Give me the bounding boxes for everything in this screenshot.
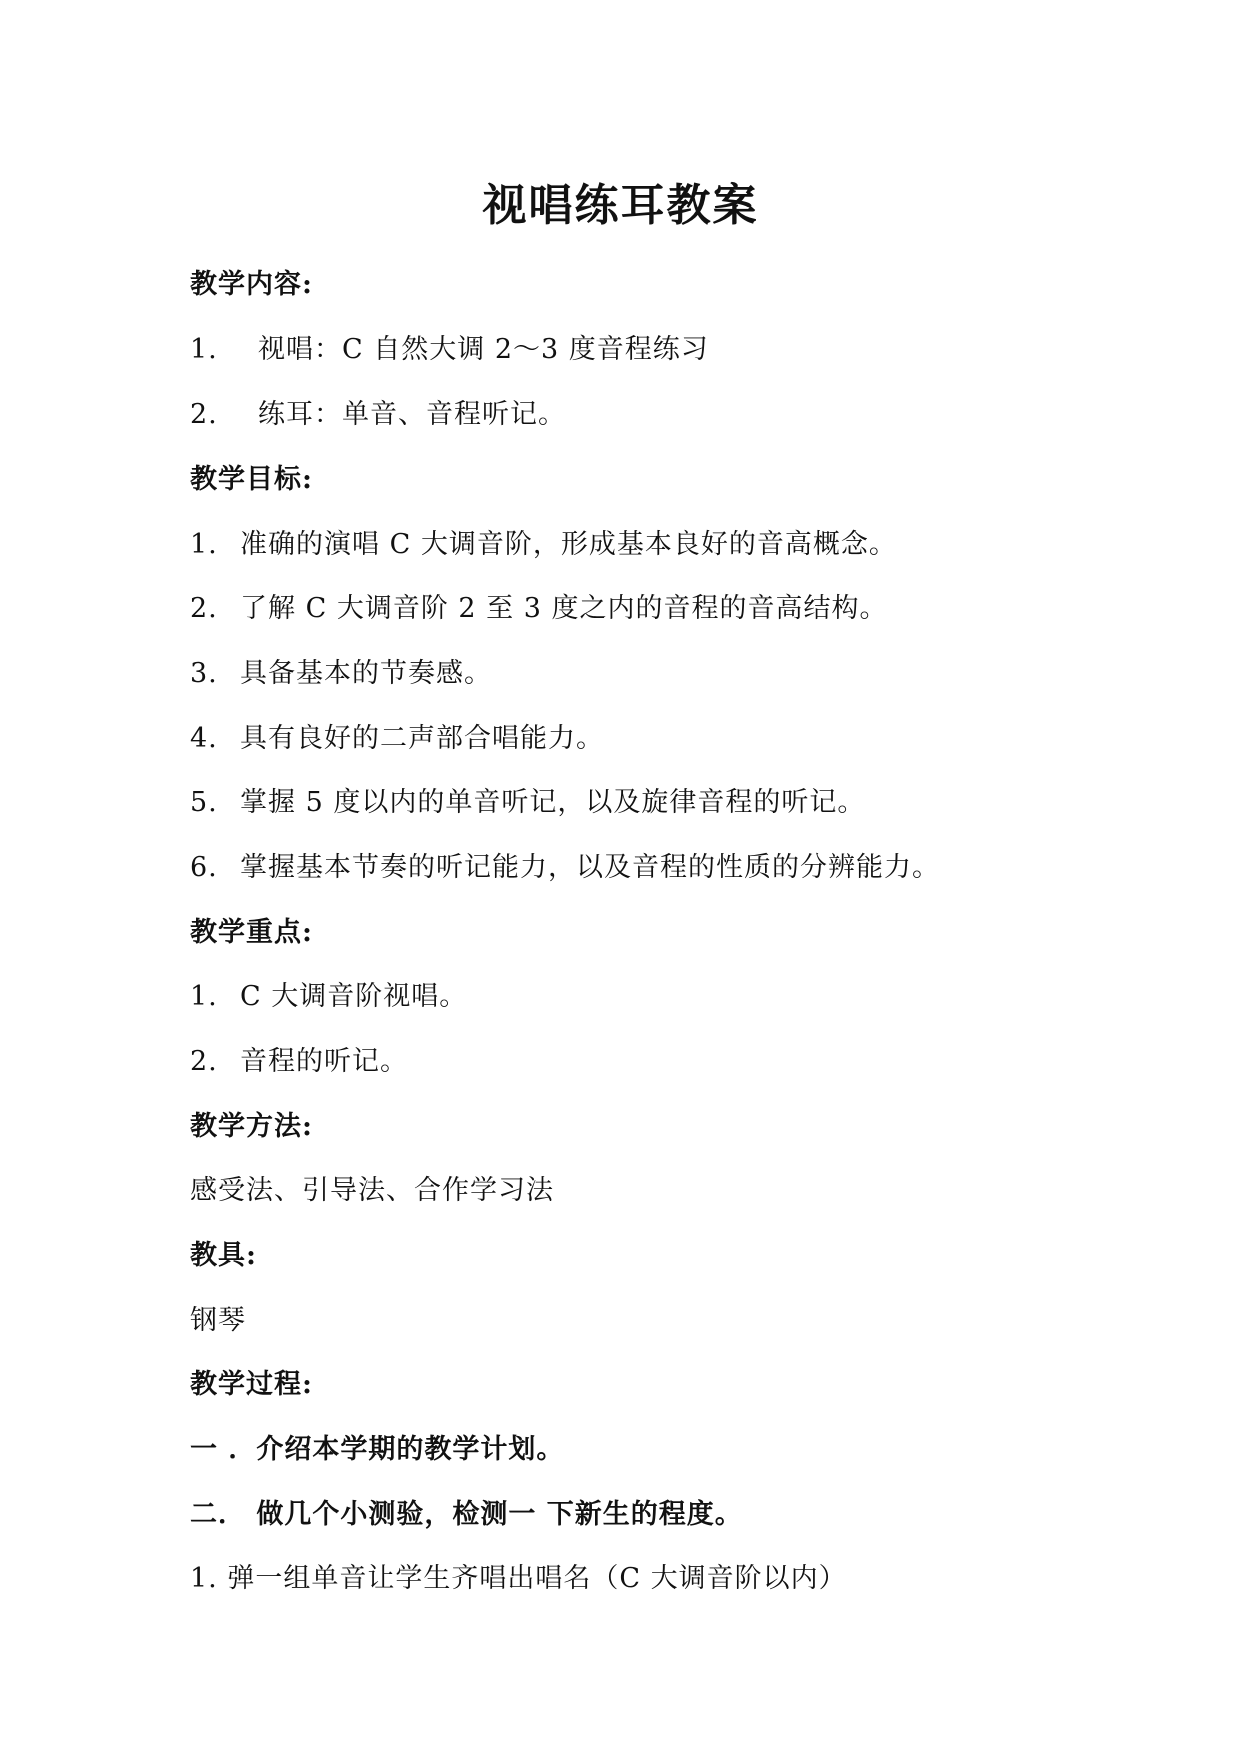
section-heading-content: 教学内容: <box>190 269 313 300</box>
process-sub-item-one: 1. 弹一组单音让学生齐唱出唱名（C 大调音阶以内） <box>190 1563 847 1594</box>
content-item-text: 练耳：单音、音程听记。 <box>258 399 566 430</box>
focus-item-number: 2. <box>190 1046 218 1077</box>
content-item-2 <box>190 395 566 435</box>
goals-item-number: 6. <box>190 852 218 883</box>
goals-item-text: 掌握 5 度以内的单音听记，以及旋律音程的听记。 <box>240 787 866 818</box>
tools-text: 钢琴 <box>190 1305 246 1336</box>
process-step-one: 一 ．介绍本学期的教学计划。 <box>190 1434 565 1465</box>
content-item-text: 视唱：C 自然大调 2～3 度音程练习 <box>258 334 709 365</box>
goals-item-3 <box>190 654 492 694</box>
goals-item-number: 1. <box>190 529 218 560</box>
content-item-1 <box>190 330 709 370</box>
focus-item-number: 1. <box>190 981 218 1012</box>
goals-item-6 <box>190 848 940 888</box>
focus-item-text: 音程的听记。 <box>240 1046 408 1077</box>
focus-item-text: C 大调音阶视唱。 <box>240 981 468 1012</box>
content-item-number: 1. <box>190 334 218 365</box>
goals-item-text: 具备基本的节奏感。 <box>240 658 492 689</box>
goals-item-number: 2. <box>190 593 218 624</box>
goals-item-5 <box>190 783 865 823</box>
goals-item-4 <box>190 719 604 759</box>
document-title: 视唱练耳教案 <box>482 180 759 231</box>
process-step-two: 二． 做几个小测验，检测一 下新生的程度。 <box>190 1499 743 1530</box>
goals-item-text: 掌握基本节奏的听记能力，以及音程的性质的分辨能力。 <box>240 852 940 883</box>
methods-text: 感受法、引导法、合作学习法 <box>190 1175 554 1206</box>
section-heading-methods: 教学方法: <box>190 1111 313 1142</box>
goals-item-number: 3. <box>190 658 218 689</box>
goals-item-2 <box>190 589 888 629</box>
section-heading-process: 教学过程: <box>190 1369 313 1400</box>
goals-item-text: 具有良好的二声部合唱能力。 <box>240 723 604 754</box>
goals-item-text: 准确的演唱 C 大调音阶，形成基本良好的音高概念。 <box>240 529 897 560</box>
section-heading-focus: 教学重点: <box>190 917 313 948</box>
goals-item-text: 了解 C 大调音阶 2 至 3 度之内的音程的音高结构。 <box>240 593 888 624</box>
focus-item-1 <box>190 977 467 1017</box>
section-heading-tools: 教具: <box>190 1240 257 1271</box>
goals-item-number: 5. <box>190 787 218 818</box>
goals-item-1 <box>190 525 897 565</box>
goals-item-number: 4. <box>190 723 218 754</box>
section-heading-goals: 教学目标: <box>190 464 313 495</box>
content-item-number: 2. <box>190 399 218 430</box>
focus-item-2 <box>190 1042 408 1082</box>
